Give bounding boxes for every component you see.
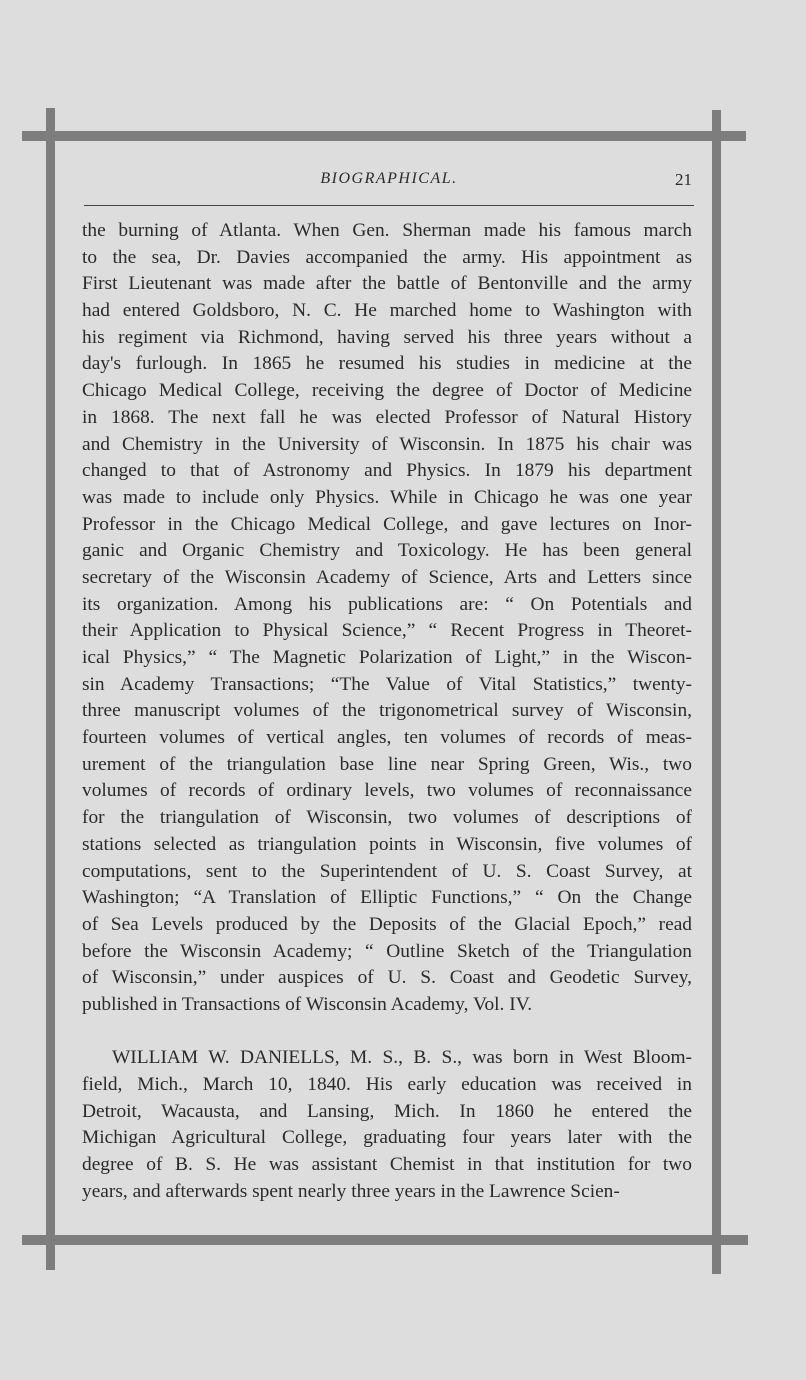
text-line: their Application to Physical Science,” “ Recent Progress in Theoret-	[82, 620, 692, 642]
border-rule-top	[22, 131, 746, 141]
text-line: computations, sent to the Superintendent of U. S. Coast Survey, at	[82, 860, 692, 882]
text-line: urement of the triangulation base line near Spring Green, Wis., two	[82, 753, 692, 775]
text-line: its organization. Among his publications are: “ On Potentials and	[82, 593, 692, 615]
text-line: ical Physics,” “ The Magnetic Polarization of Light,” in the Wiscon-	[82, 647, 692, 668]
text-line: was made to include only Physics. While in Chicago he was one year	[82, 486, 692, 508]
text-line: three manuscript volumes of the trigonometrical survey of Wisconsin,	[82, 700, 692, 722]
page-header	[84, 168, 694, 198]
text-line: to the sea, Dr. Davies accompanied the army. His appointment as	[82, 246, 692, 268]
text-line: stations selected as triangulation points in Wisconsin, five volumes of	[82, 833, 692, 855]
text-line: ganic and Organic Chemistry and Toxicology. He has been general	[82, 540, 692, 562]
page-number: 21	[675, 170, 692, 189]
text-line: published in Transactions of Wisconsin Academy, Vol. IV.	[82, 993, 533, 1015]
text-line: secretary of the Wisconsin Academy of Science, Arts and Letters since	[82, 566, 692, 588]
text-line: degree of B. S. He was assistant Chemist in that institution for two	[82, 1154, 692, 1176]
text-line: Washington; “A Translation of Elliptic Functions,” “ On the Change	[82, 887, 692, 909]
text-line: WILLIAM W. DANIELLS, M. S., B. S., was born in West Bloom-	[112, 1047, 692, 1069]
text-line: volumes of records of ordinary levels, two volumes of reconnaissance	[82, 780, 692, 802]
paragraph	[82, 218, 692, 1019]
text-line: the burning of Atlanta. When Gen. Sherman made his famous march	[82, 220, 692, 241]
text-line: First Lieutenant was made after the battle of Bentonville and the army	[82, 273, 692, 295]
text-line: Detroit, Wacausta, and Lansing, Mich. In 1860 he entered the	[82, 1100, 692, 1122]
text-line: Professor in the Chicago Medical College, and gave lectures on Inor-	[82, 513, 692, 535]
running-title: BIOGRAPHICAL.	[320, 170, 458, 187]
text-line: before the Wisconsin Academy; “ Outline Sketch of the Triangulation	[82, 940, 692, 962]
text-line: changed to that of Astronomy and Physics. In 1879 his department	[82, 460, 692, 482]
text-line: years, and afterwards spent nearly three years in the Lawrence Scien-	[82, 1180, 620, 1202]
text-line: his regiment via Richmond, having served his three years without a	[82, 326, 692, 348]
text-line: and Chemistry in the University of Wisconsin. In 1875 his chair was	[82, 433, 692, 455]
text-line: Chicago Medical College, receiving the degree of Doctor of Medicine	[82, 380, 692, 402]
border-rule-left	[46, 108, 55, 1270]
text-line: had entered Goldsboro, N. C. He marched home to Washington with	[82, 300, 692, 322]
text-line: sin Academy Transactions; “The Value of Vital Statistics,” twenty-	[82, 673, 692, 695]
text-line: field, Mich., March 10, 1840. His early education was received in	[82, 1074, 692, 1095]
text-line: of Sea Levels produced by the Deposits of the Glacial Epoch,” read	[82, 913, 692, 935]
paragraph	[82, 1045, 692, 1205]
text-line: Michigan Agricultural College, graduating four years later with the	[82, 1127, 692, 1149]
text-line: of Wisconsin,” under auspices of U. S. Coast and Geodetic Survey,	[82, 967, 692, 989]
text-line: day's furlough. In 1865 he resumed his studies in medicine at the	[82, 353, 692, 375]
border-rule-right	[712, 110, 721, 1274]
header-rule	[84, 205, 694, 206]
border-rule-bottom	[22, 1235, 748, 1245]
text-line: in 1868. The next fall he was elected Professor of Natural History	[82, 406, 692, 428]
paragraph-gap	[82, 1019, 692, 1046]
text-line: fourteen volumes of vertical angles, ten volumes of records of meas-	[82, 727, 692, 749]
body-text	[82, 218, 692, 1205]
text-line: for the triangulation of Wisconsin, two volumes of descriptions of	[82, 807, 692, 829]
